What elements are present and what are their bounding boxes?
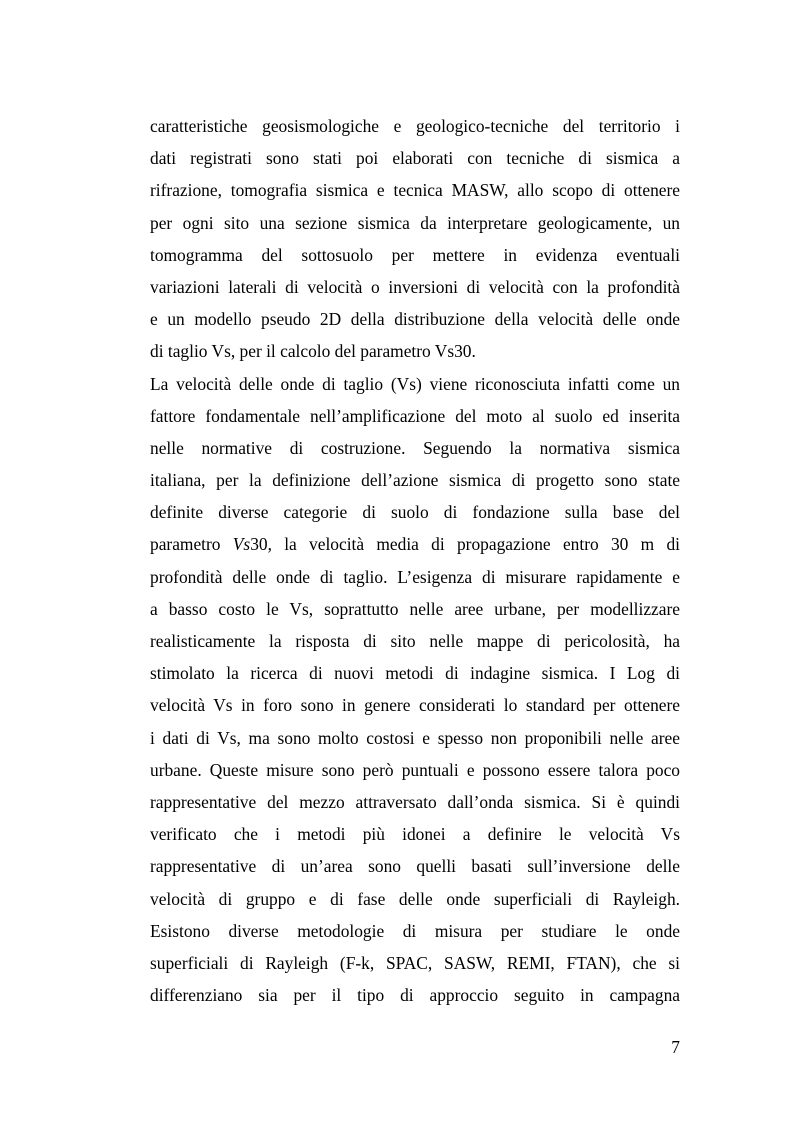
text-line-15: profondità delle onde di taglio. L’esigenza di misurare rapidamente e bbox=[150, 566, 680, 587]
text-line-18: stimolato la ricerca di nuovi metodi di indagine sismica. I Log di bbox=[150, 663, 680, 684]
text-line-27: superficiali di Rayleigh (F-k, SPAC, SASW, REMI, FTAN), che si bbox=[150, 952, 680, 973]
text-line-22: rappresentative del mezzo attraversato dall’onda sismica. Si è quindi bbox=[150, 791, 680, 812]
text-line-2: dati registrati sono stati poi elaborati con tecniche di sismica a bbox=[150, 148, 680, 169]
text-line-20: i dati di Vs, ma sono molto costosi e spesso non proponibili nelle aree bbox=[150, 727, 680, 748]
text-line-26: Esistono diverse metodologie di misura per studiare le onde bbox=[150, 920, 680, 941]
body-text bbox=[150, 110, 680, 1011]
text-line-21: urbane. Queste misure sono però puntuali e possono essere talora poco bbox=[150, 759, 680, 780]
text-line-19: velocità Vs in foro sono in genere considerati lo standard per ottenere bbox=[150, 695, 680, 716]
text-line-3: rifrazione, tomografia sismica e tecnica MASW, allo scopo di ottenere bbox=[150, 180, 680, 201]
text-line-4: per ogni sito una sezione sismica da interpretare geologicamente, un bbox=[150, 212, 680, 233]
text-line-5: tomogramma del sottosuolo per mettere in evidenza eventuali bbox=[150, 244, 680, 265]
page-number: 7 bbox=[671, 1037, 680, 1057]
vs-italic-term: Vs bbox=[232, 534, 251, 555]
text-line-28: differenziano sia per il tipo di approccio seguito in campagna bbox=[150, 985, 680, 1006]
text-line-14 bbox=[150, 528, 680, 560]
text-line-13: definite diverse categorie di suolo di fondazione sulla base del bbox=[150, 502, 680, 523]
text-line-11: nelle normative di costruzione. Seguendo la normativa sismica bbox=[150, 437, 680, 458]
text-line-1: caratteristiche geosismologiche e geologico-tecniche del territorio i bbox=[150, 116, 680, 136]
text-line-17: realisticamente la risposta di sito nelle mappe di pericolosità, ha bbox=[150, 631, 680, 651]
text-line-14-end: 30, la velocità media di propagazione entro 30 m di bbox=[250, 534, 680, 555]
text-line-24: rappresentative di un’area sono quelli basati sull’inversione delle bbox=[150, 856, 680, 877]
text-line-25: velocità di gruppo e di fase delle onde superficiali di Rayleigh. bbox=[150, 888, 680, 909]
text-line-16: a basso costo le Vs, soprattutto nelle aree urbane, per modellizzare bbox=[150, 598, 680, 619]
text-line-7: e un modello pseudo 2D della distribuzione della velocità delle onde bbox=[150, 309, 680, 330]
text-line-12: italiana, per la definizione dell’azione sismica di progetto sono state bbox=[150, 470, 680, 491]
text-line-23: verificato che i metodi più idonei a definire le velocità Vs bbox=[150, 824, 680, 845]
text-line-6: variazioni laterali di velocità o inversioni di velocità con la profondità bbox=[150, 276, 680, 297]
text-line-8: di taglio Vs, per il calcolo del parametro Vs30. bbox=[150, 341, 476, 362]
text-line-9: La velocità delle onde di taglio (Vs) viene riconosciuta infatti come un bbox=[150, 373, 680, 394]
text-line-10: fattore fondamentale nell’amplificazione del moto al suolo ed inserita bbox=[150, 405, 680, 426]
text-line-14-start: parametro bbox=[150, 534, 233, 555]
